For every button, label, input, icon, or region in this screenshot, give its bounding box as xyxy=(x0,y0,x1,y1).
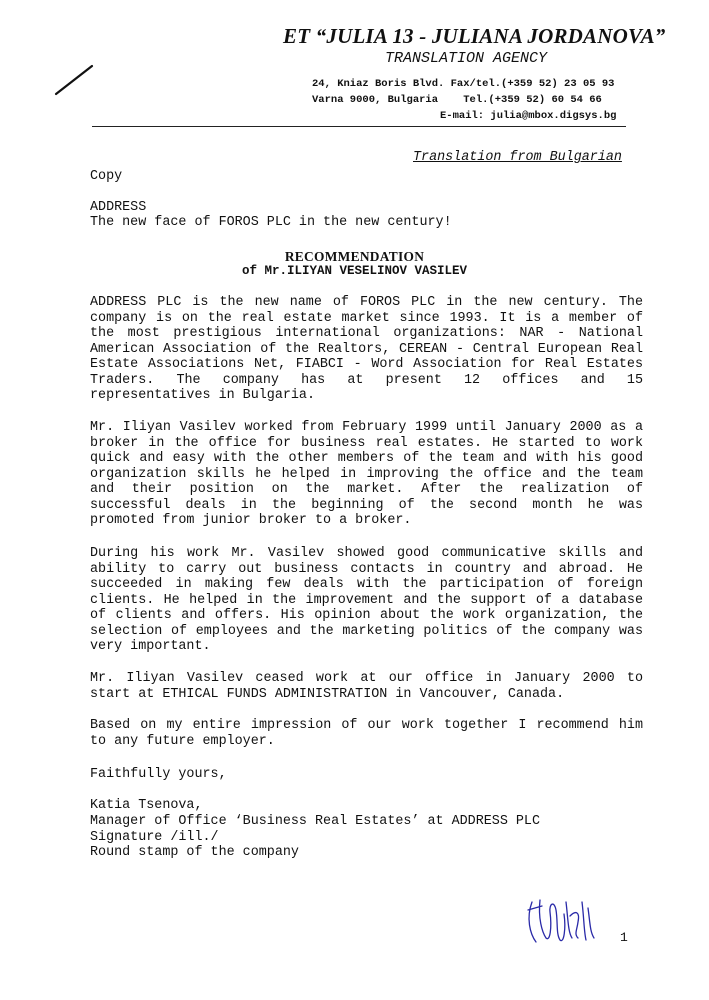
contact-address-fax: 24, Kniaz Boris Blvd. Fax/tel.(+359 52) 23 05 93 xyxy=(312,78,615,90)
stamp-note: Round stamp of the company xyxy=(90,845,299,860)
header-line-tagline: The new face of FOROS PLC in the new century! xyxy=(90,215,452,230)
paragraph-company: ADDRESS PLC is the new name of FOROS PLC in the new century. The company is on the real estate market since 1993. It is a member of the most prestigious international organizations: NAR - National American Association of the Realtors, CEREAN - Central European Real Estate Associations Net, FIABCI - Word Association for Real Estates Traders. The company has at present 12 offices and 15 representatives in Bulgaria. xyxy=(90,295,643,403)
paragraph-recommendation: Based on my entire impression of our work together I recommend him to any future employer. xyxy=(90,718,643,749)
document-title: RECOMMENDATION xyxy=(284,249,425,264)
contact-city-phone: Varna 9000, Bulgaria Tel.(+359 52) 60 54 66 xyxy=(312,94,602,106)
contact-email: E-mail: julia@mbox.digsys.bg xyxy=(440,110,617,122)
document-subtitle: of Mr.ILIYAN VESELINOV VASILEV xyxy=(241,264,468,278)
header-line-address: ADDRESS xyxy=(90,200,147,215)
handwritten-signature xyxy=(522,888,604,952)
page-number: 1 xyxy=(620,930,628,945)
paragraph-departure: Mr. Iliyan Vasilev ceased work at our office in January 2000 to start at ETHICAL FUNDS ADMINISTRATION in Vancouver, Canada. xyxy=(90,671,643,702)
signer-title: Manager of Office ‘Business Real Estates’ at ADDRESS PLC xyxy=(90,814,540,829)
agency-name: ET “JULIA 13 - JULIANA JORDANOVA” xyxy=(283,24,666,48)
copy-label: Copy xyxy=(90,169,123,184)
paragraph-skills: During his work Mr. Vasilev showed good communicative skills and ability to carry out business contacts in country and abroad. He succeeded in making few deals with the participation of foreign clients. He helped in the improvement and the support of a database of clients and offers. His opinion about the work organization, the selection of employees and the marketing politics of the company was very important. xyxy=(90,546,643,654)
letterhead-divider xyxy=(92,126,626,127)
signer-name: Katia Tsenova, xyxy=(90,798,203,813)
agency-type: TRANSLATION AGENCY xyxy=(385,50,548,67)
paragraph-employment: Mr. Iliyan Vasilev worked from February 1999 until January 2000 as a broker in the office for business real estates. He started to work quick and easy with the other members of the team and with his good organization skills he helped in improving the office and the team and their position on the market. After the realization of successful deals in the beginning of the second month he was promoted from junior broker to a broker. xyxy=(90,420,643,528)
translation-note: Translation from Bulgarian xyxy=(413,150,622,165)
closing: Faithfully yours, xyxy=(90,767,227,782)
signature-note: Signature /ill./ xyxy=(90,830,219,845)
pen-stroke-mark xyxy=(48,60,98,100)
